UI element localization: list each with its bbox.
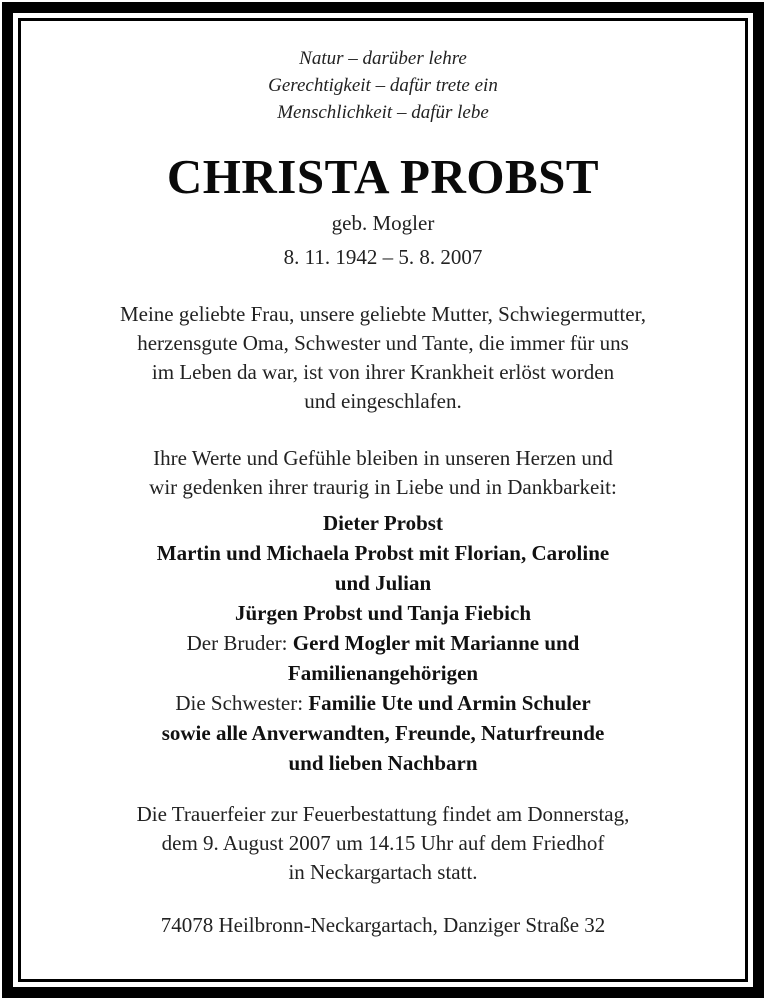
brother-names: Gerd Mogler mit Marianne und xyxy=(292,631,580,655)
family-address: 74078 Heilbronn-Neckargartach, Danziger Straße 32 xyxy=(160,913,606,937)
life-dates: 8. 11. 1942 – 5. 8. 2007 xyxy=(283,245,483,269)
text-line: dem 9. August 2007 um 14.15 Uhr auf dem Friedhof xyxy=(161,831,605,855)
text-line: Ihre Werte und Gefühle bleiben in unseren Herzen und xyxy=(153,446,613,470)
mourners-list xyxy=(21,508,745,778)
mourner-line: Familienangehörigen xyxy=(287,661,479,685)
text-line: in Neckargartach statt. xyxy=(288,860,478,884)
motto-verse xyxy=(21,45,745,126)
brother-label: Der Bruder: xyxy=(186,631,288,655)
funeral-info-paragraph xyxy=(21,800,745,887)
text-line: Meine geliebte Frau, unsere geliebte Mutter, Schwiegermutter, xyxy=(119,302,647,326)
mourner-line: Jürgen Probst und Tanja Fiebich xyxy=(234,601,532,625)
text-line: im Leben da war, ist von ihrer Krankheit erlöst worden xyxy=(151,360,615,384)
motto-line: Natur – darüber lehre xyxy=(299,48,467,69)
text-line: und eingeschlafen. xyxy=(304,389,462,413)
mourner-line: und Julian xyxy=(334,571,432,595)
remembrance-paragraph xyxy=(21,444,745,502)
mourner-line: Martin und Michaela Probst mit Florian, Caroline xyxy=(156,541,610,565)
sister-names: Familie Ute und Armin Schuler xyxy=(308,691,591,715)
obituary-notice xyxy=(21,21,745,979)
sister-line xyxy=(21,688,745,718)
outer-border-frame xyxy=(2,2,764,998)
mourner-line: und lieben Nachbarn xyxy=(288,751,478,775)
text-line: herzensgute Oma, Schwester und Tante, die immer für uns xyxy=(137,331,629,355)
brother-line xyxy=(21,628,745,658)
deceased-name: CHRISTA PROBST xyxy=(166,149,600,204)
sister-label: Die Schwester: xyxy=(175,691,304,715)
mourner-line: sowie alle Anverwandten, Freunde, Naturfreunde xyxy=(161,721,605,745)
birth-name: geb. Mogler xyxy=(331,211,435,235)
mourner-line: Dieter Probst xyxy=(323,511,443,535)
announcement-paragraph xyxy=(21,300,745,416)
inner-border-frame xyxy=(18,18,748,982)
motto-line: Menschlichkeit – dafür lebe xyxy=(277,102,489,123)
text-line: Die Trauerfeier zur Feuerbestattung findet am Donnerstag, xyxy=(136,802,630,826)
motto-line: Gerechtigkeit – dafür trete ein xyxy=(268,75,498,96)
text-line: wir gedenken ihrer traurig in Liebe und in Dankbarkeit: xyxy=(149,475,617,499)
